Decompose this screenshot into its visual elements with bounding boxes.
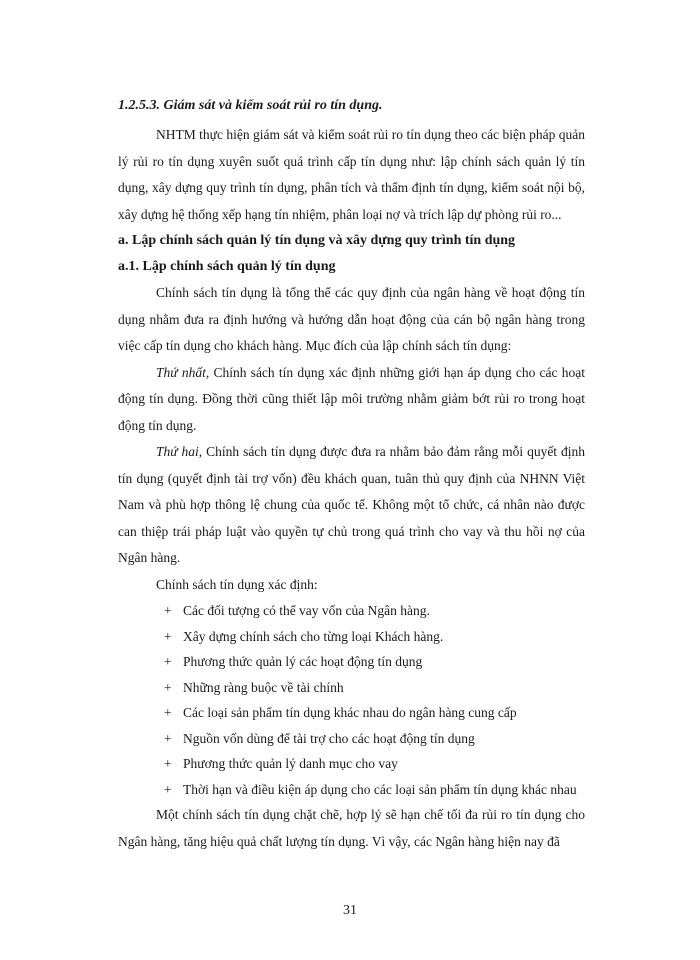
bullet: + — [164, 705, 172, 720]
policy-items-list — [118, 598, 585, 802]
paragraph-policy-determines: Chính sách tín dụng xác định: — [156, 576, 318, 592]
bullet: + — [164, 679, 172, 695]
first-purpose-lead: Thứ nhất, — [156, 364, 210, 380]
list-item: + Phương thức quản lý danh mục cho vay — [118, 751, 585, 777]
list-item: + Xây dựng chính sách cho từng loại Khách hàng. — [118, 624, 585, 650]
bullet: + — [164, 781, 172, 797]
paragraph-policy-definition: Chính sách tín dụng là tổng thể các quy định của ngân hàng về hoạt động tín dụng nhằm đưa ra định hướng và hướng dẫn hoạt động của cán bộ ngân hàng trong việc cấp tín dụng cho khách hàng. Mục đích của lập chính sách tín dụng: — [118, 285, 585, 353]
bullet: + — [164, 756, 172, 771]
list-item: + Nguồn vốn dùng để tài trợ cho các hoạt động tín dụng — [118, 726, 585, 752]
subheading-a: a. Lập chính sách quản lý tín dụng và xây dựng quy trình tín dụng — [118, 233, 516, 248]
paragraph-closing: Một chính sách tín dụng chặt chẽ, hợp lý sẽ hạn chế tối đa rủi ro tín dụng cho Ngân hàng, tăng hiệu quả chất lượng tín dụng. Vì vậy, các Ngân hàng hiện nay đã — [118, 807, 585, 849]
first-purpose-body: Chính sách tín dụng xác định những giới hạn áp dụng cho các hoạt động tín dụng. Đồng thời cũng thiết lập môi trường nhằm giảm bớt rủi ro trong hoạt động tín dụng. — [118, 364, 586, 433]
paragraph-first-purpose — [118, 360, 585, 440]
bullet: + — [164, 654, 172, 669]
paragraph-intro: NHTM thực hiện giám sát và kiểm soát rủi ro tín dụng theo các biện pháp quản lý rủi ro tín dụng xuyên suốt quá trình cấp tín dụng như: lập chính sách quản lý tín dụng, xây dựng quy trình tín dụng, phân tích và thẩm định tín dụng, kiểm soát nội bộ, xây dựng hệ thống xếp hạng tín nhiệm, phân loại nợ và trích lập dự phòng rủi ro... — [118, 127, 585, 222]
bullet: + — [164, 603, 172, 618]
page-content — [118, 96, 585, 855]
list-item: + Những ràng buộc về tài chính — [118, 675, 585, 701]
subheading-a1: a.1. Lập chính sách quản lý tín dụng — [118, 259, 336, 274]
list-item: + Các loại sản phẩm tín dụng khác nhau do ngân hàng cung cấp — [118, 700, 585, 726]
page-number: 31 — [343, 903, 357, 918]
section-heading: 1.2.5.3. Giám sát và kiểm soát rủi ro tín dụng. — [118, 98, 383, 113]
list-item: + Các đối tượng có thể vay vốn của Ngân hàng. — [118, 598, 585, 624]
second-purpose-body: Chính sách tín dụng được đưa ra nhằm bảo đảm rằng mỗi quyết định tín dụng (quyết định tài trợ vốn) đều khách quan, tuân thủ quy định của NHNN Việt Nam và phù hợp thông lệ chung của quốc tế. Không một tổ chức, cá nhân nào được can thiệp trái pháp luật vào quyền tự chủ trong quá trình cho vay và thu hồi nợ của Ngân hàng. — [118, 444, 585, 565]
list-item: + Phương thức quản lý các hoạt động tín dụng — [118, 649, 585, 675]
paragraph-second-purpose — [118, 439, 585, 572]
bullet: + — [164, 730, 172, 746]
list-item: + Thời hạn và điều kiện áp dụng cho các loại sản phẩm tín dụng khác nhau — [118, 777, 585, 803]
bullet: + — [164, 628, 172, 644]
second-purpose-lead: Thứ hai, — [156, 444, 203, 459]
